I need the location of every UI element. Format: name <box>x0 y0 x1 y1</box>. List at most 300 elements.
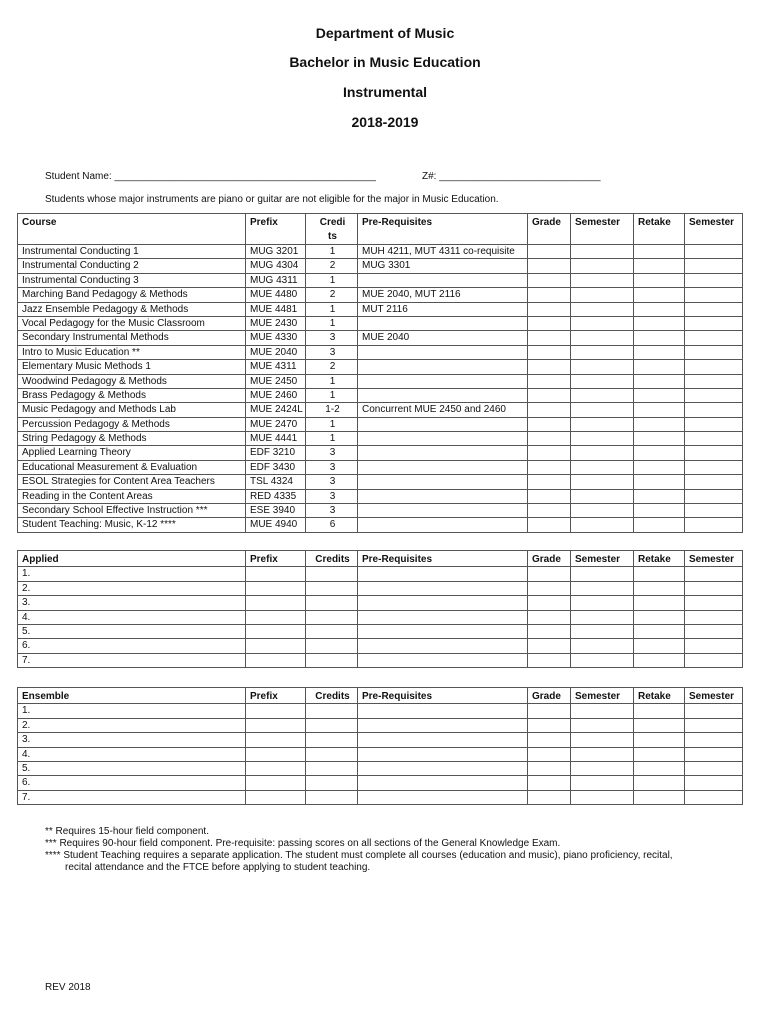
ensemble-credits-cell[interactable] <box>306 718 358 732</box>
course-prefix: MUE 4481 <box>246 302 306 316</box>
applied-credits-cell[interactable] <box>306 653 358 667</box>
course-row <box>18 273 743 287</box>
applied-col-prefix: Prefix <box>246 551 306 567</box>
course-prefix: MUE 4441 <box>246 432 306 446</box>
applied-table <box>17 550 743 668</box>
ensemble-prerequisites-cell[interactable] <box>358 718 528 732</box>
course-row <box>18 417 743 431</box>
course-prerequisites <box>358 460 528 474</box>
applied-row-number[interactable]: 1. <box>18 567 246 581</box>
grade-cell[interactable] <box>528 273 571 287</box>
retake-semester-cell[interactable] <box>685 388 743 402</box>
ensemble-retake-cell[interactable] <box>634 761 685 775</box>
applied-semester-cell[interactable] <box>571 567 634 581</box>
eligibility-note: Students whose major instruments are piano or guitar are not eligible for the major in Music Education. <box>45 194 499 205</box>
applied-grade-cell[interactable] <box>528 610 571 624</box>
course-prefix: MUG 4311 <box>246 273 306 287</box>
course-row <box>18 388 743 402</box>
course-row <box>18 403 743 417</box>
course-name: Jazz Ensemble Pedagogy & Methods <box>18 302 246 316</box>
col-grade: Grade <box>528 214 571 245</box>
semester-cell[interactable] <box>571 360 634 374</box>
col-course: Course <box>18 214 246 245</box>
revision-label: REV 2018 <box>45 982 91 993</box>
applied-prerequisites-cell[interactable] <box>358 639 528 653</box>
retake-cell[interactable] <box>634 331 685 345</box>
ensemble-row <box>18 776 743 790</box>
semester-cell[interactable] <box>571 518 634 532</box>
ensemble-semester-cell[interactable] <box>571 776 634 790</box>
course-name: Educational Measurement & Evaluation <box>18 460 246 474</box>
course-row <box>18 374 743 388</box>
course-prerequisites: Concurrent MUE 2450 and 2460 <box>358 403 528 417</box>
course-prefix: MUE 4330 <box>246 331 306 345</box>
retake-cell[interactable] <box>634 273 685 287</box>
retake-semester-cell[interactable] <box>685 446 743 460</box>
semester-cell[interactable] <box>571 245 634 259</box>
grade-cell[interactable] <box>528 316 571 330</box>
applied-row-number[interactable]: 5. <box>18 624 246 638</box>
retake-semester-cell[interactable] <box>685 403 743 417</box>
ensemble-prefix-cell[interactable] <box>246 747 306 761</box>
applied-prerequisites-cell[interactable] <box>358 596 528 610</box>
retake-cell[interactable] <box>634 446 685 460</box>
ensemble-retake-semester-cell[interactable] <box>685 790 743 804</box>
retake-cell[interactable] <box>634 489 685 503</box>
semester-cell[interactable] <box>571 489 634 503</box>
course-row <box>18 518 743 532</box>
course-prefix: EDF 3430 <box>246 460 306 474</box>
retake-cell[interactable] <box>634 259 685 273</box>
retake-semester-cell[interactable] <box>685 331 743 345</box>
ensemble-col-prefix: Prefix <box>246 688 306 704</box>
ensemble-body <box>18 704 743 805</box>
ensemble-row-number[interactable]: 5. <box>18 761 246 775</box>
ensemble-prerequisites-cell[interactable] <box>358 790 528 804</box>
applied-row-number[interactable]: 7. <box>18 653 246 667</box>
retake-semester-cell[interactable] <box>685 475 743 489</box>
ensemble-prerequisites-cell[interactable] <box>358 761 528 775</box>
grade-cell[interactable] <box>528 460 571 474</box>
semester-cell[interactable] <box>571 475 634 489</box>
retake-cell[interactable] <box>634 316 685 330</box>
ensemble-row <box>18 761 743 775</box>
ensemble-retake-cell[interactable] <box>634 704 685 718</box>
applied-retake-cell[interactable] <box>634 567 685 581</box>
applied-row-number[interactable]: 3. <box>18 596 246 610</box>
course-table <box>17 213 743 533</box>
ensemble-semester-cell[interactable] <box>571 761 634 775</box>
course-name: Elementary Music Methods 1 <box>18 360 246 374</box>
retake-cell[interactable] <box>634 302 685 316</box>
applied-row-number[interactable]: 6. <box>18 639 246 653</box>
ensemble-retake-cell[interactable] <box>634 790 685 804</box>
ensemble-credits-cell[interactable] <box>306 747 358 761</box>
retake-cell[interactable] <box>634 388 685 402</box>
applied-col-semester: Semester <box>571 551 634 567</box>
course-row <box>18 302 743 316</box>
grade-cell[interactable] <box>528 417 571 431</box>
course-row <box>18 259 743 273</box>
applied-grade-cell[interactable] <box>528 596 571 610</box>
applied-semester-cell[interactable] <box>571 653 634 667</box>
course-name: Reading in the Content Areas <box>18 489 246 503</box>
applied-prerequisites-cell[interactable] <box>358 610 528 624</box>
semester-cell[interactable] <box>571 432 634 446</box>
student-name-field[interactable]: Student Name: _______________________________________________ <box>45 171 376 182</box>
course-prerequisites: MUE 2040 <box>358 331 528 345</box>
grade-cell[interactable] <box>528 360 571 374</box>
applied-prefix-cell[interactable] <box>246 567 306 581</box>
course-row <box>18 489 743 503</box>
ensemble-grade-cell[interactable] <box>528 761 571 775</box>
applied-credits-cell[interactable] <box>306 624 358 638</box>
grade-cell[interactable] <box>528 345 571 359</box>
semester-cell[interactable] <box>571 446 634 460</box>
ensemble-retake-semester-cell[interactable] <box>685 718 743 732</box>
ensemble-grade-cell[interactable] <box>528 776 571 790</box>
applied-credits-cell[interactable] <box>306 610 358 624</box>
grade-cell[interactable] <box>528 403 571 417</box>
grade-cell[interactable] <box>528 302 571 316</box>
course-prerequisites <box>358 489 528 503</box>
ensemble-prefix-cell[interactable] <box>246 718 306 732</box>
applied-retake-cell[interactable] <box>634 610 685 624</box>
ensemble-retake-semester-cell[interactable] <box>685 747 743 761</box>
applied-col-prerequisites: Pre-Requisites <box>358 551 528 567</box>
applied-retake-cell[interactable] <box>634 596 685 610</box>
course-name: Percussion Pedagogy & Methods <box>18 417 246 431</box>
applied-retake-semester-cell[interactable] <box>685 653 743 667</box>
ensemble-col-credits: Credits <box>306 688 358 704</box>
semester-cell[interactable] <box>571 302 634 316</box>
retake-semester-cell[interactable] <box>685 316 743 330</box>
retake-semester-cell[interactable] <box>685 374 743 388</box>
applied-row <box>18 653 743 667</box>
applied-prerequisites-cell[interactable] <box>358 624 528 638</box>
footnote-student-teaching: **** Student Teaching requires a separate application. The student must complete all courses (education and music), piano proficiency, recital, <box>45 850 673 861</box>
grade-cell[interactable] <box>528 504 571 518</box>
retake-semester-cell[interactable] <box>685 432 743 446</box>
ensemble-credits-cell[interactable] <box>306 761 358 775</box>
course-credits: 3 <box>306 331 358 345</box>
course-credits: 1 <box>306 302 358 316</box>
col-prerequisites: Pre-Requisites <box>358 214 528 245</box>
applied-row-number[interactable]: 4. <box>18 610 246 624</box>
semester-cell[interactable] <box>571 316 634 330</box>
course-row <box>18 331 743 345</box>
applied-retake-semester-cell[interactable] <box>685 567 743 581</box>
semester-cell[interactable] <box>571 388 634 402</box>
retake-cell[interactable] <box>634 417 685 431</box>
retake-semester-cell[interactable] <box>685 288 743 302</box>
semester-cell[interactable] <box>571 374 634 388</box>
semester-cell[interactable] <box>571 345 634 359</box>
grade-cell[interactable] <box>528 475 571 489</box>
ensemble-grade-cell[interactable] <box>528 747 571 761</box>
ensemble-prefix-cell[interactable] <box>246 790 306 804</box>
course-prefix: MUE 2430 <box>246 316 306 330</box>
semester-cell[interactable] <box>571 403 634 417</box>
ensemble-credits-cell[interactable] <box>306 776 358 790</box>
grade-cell[interactable] <box>528 374 571 388</box>
ensemble-row-number[interactable]: 7. <box>18 790 246 804</box>
ensemble-row <box>18 718 743 732</box>
course-prefix: MUE 2470 <box>246 417 306 431</box>
ensemble-row-number[interactable]: 6. <box>18 776 246 790</box>
applied-prerequisites-cell[interactable] <box>358 653 528 667</box>
footnotes <box>45 826 673 874</box>
retake-cell[interactable] <box>634 518 685 532</box>
applied-credits-cell[interactable] <box>306 567 358 581</box>
course-row <box>18 432 743 446</box>
applied-retake-semester-cell[interactable] <box>685 581 743 595</box>
course-name: Vocal Pedagogy for the Music Classroom <box>18 316 246 330</box>
retake-semester-cell[interactable] <box>685 345 743 359</box>
course-name: Brass Pedagogy & Methods <box>18 388 246 402</box>
footnote-student-teaching-cont: recital attendance and the FTCE before applying to student teaching. <box>65 862 371 873</box>
course-name: Music Pedagogy and Methods Lab <box>18 403 246 417</box>
grade-cell[interactable] <box>528 259 571 273</box>
applied-prefix-cell[interactable] <box>246 639 306 653</box>
course-prerequisites <box>358 504 528 518</box>
applied-prerequisites-cell[interactable] <box>358 581 528 595</box>
ensemble-row <box>18 747 743 761</box>
course-prerequisites <box>358 345 528 359</box>
applied-retake-semester-cell[interactable] <box>685 624 743 638</box>
ensemble-prefix-cell[interactable] <box>246 761 306 775</box>
ensemble-col-retake-semester: Semester <box>685 688 743 704</box>
course-credits: 2 <box>306 259 358 273</box>
course-row <box>18 446 743 460</box>
credits-header-part-a: Credi <box>319 217 346 228</box>
ensemble-retake-cell[interactable] <box>634 733 685 747</box>
course-prefix: EDF 3210 <box>246 446 306 460</box>
course-body <box>18 245 743 533</box>
ensemble-table <box>17 687 743 805</box>
semester-cell[interactable] <box>571 417 634 431</box>
course-credits: 3 <box>306 475 358 489</box>
applied-col-retake-semester: Semester <box>685 551 743 567</box>
applied-row <box>18 624 743 638</box>
course-credits: 3 <box>306 489 358 503</box>
ensemble-credits-cell[interactable] <box>306 704 358 718</box>
course-prefix: MUE 4940 <box>246 518 306 532</box>
retake-cell[interactable] <box>634 403 685 417</box>
applied-body <box>18 567 743 668</box>
ensemble-retake-cell[interactable] <box>634 747 685 761</box>
applied-semester-cell[interactable] <box>571 624 634 638</box>
applied-prefix-cell[interactable] <box>246 596 306 610</box>
col-retake-semester: Semester <box>685 214 743 245</box>
course-prerequisites <box>358 360 528 374</box>
course-row <box>18 504 743 518</box>
applied-grade-cell[interactable] <box>528 639 571 653</box>
course-prerequisites <box>358 518 528 532</box>
course-credits: 1 <box>306 273 358 287</box>
course-prefix: MUE 4311 <box>246 360 306 374</box>
ensemble-prerequisites-cell[interactable] <box>358 704 528 718</box>
grade-cell[interactable] <box>528 489 571 503</box>
retake-cell[interactable] <box>634 345 685 359</box>
course-name: Marching Band Pedagogy & Methods <box>18 288 246 302</box>
z-number-field[interactable]: Z#: _____________________________ <box>422 171 601 182</box>
applied-credits-cell[interactable] <box>306 581 358 595</box>
ensemble-retake-cell[interactable] <box>634 776 685 790</box>
ensemble-semester-cell[interactable] <box>571 718 634 732</box>
course-name: String Pedagogy & Methods <box>18 432 246 446</box>
course-prerequisites: MUT 2116 <box>358 302 528 316</box>
grade-cell[interactable] <box>528 288 571 302</box>
semester-cell[interactable] <box>571 460 634 474</box>
course-name: Instrumental Conducting 1 <box>18 245 246 259</box>
ensemble-col-semester: Semester <box>571 688 634 704</box>
applied-retake-semester-cell[interactable] <box>685 639 743 653</box>
course-credits: 1 <box>306 388 358 402</box>
ensemble-row-number[interactable]: 2. <box>18 718 246 732</box>
retake-cell[interactable] <box>634 245 685 259</box>
ensemble-semester-cell[interactable] <box>571 733 634 747</box>
applied-grade-cell[interactable] <box>528 581 571 595</box>
applied-prerequisites-cell[interactable] <box>358 567 528 581</box>
applied-prefix-cell[interactable] <box>246 610 306 624</box>
course-credits: 3 <box>306 345 358 359</box>
retake-cell[interactable] <box>634 504 685 518</box>
applied-grade-cell[interactable] <box>528 567 571 581</box>
applied-row <box>18 610 743 624</box>
grade-cell[interactable] <box>528 518 571 532</box>
retake-cell[interactable] <box>634 360 685 374</box>
applied-credits-cell[interactable] <box>306 596 358 610</box>
grade-cell[interactable] <box>528 388 571 402</box>
ensemble-prerequisites-cell[interactable] <box>358 776 528 790</box>
applied-retake-cell[interactable] <box>634 624 685 638</box>
ensemble-retake-semester-cell[interactable] <box>685 776 743 790</box>
ensemble-row-number[interactable]: 1. <box>18 704 246 718</box>
grade-cell[interactable] <box>528 331 571 345</box>
applied-grade-cell[interactable] <box>528 624 571 638</box>
semester-cell[interactable] <box>571 273 634 287</box>
ensemble-prerequisites-cell[interactable] <box>358 747 528 761</box>
retake-semester-cell[interactable] <box>685 245 743 259</box>
ensemble-credits-cell[interactable] <box>306 733 358 747</box>
semester-cell[interactable] <box>571 331 634 345</box>
retake-semester-cell[interactable] <box>685 504 743 518</box>
applied-semester-cell[interactable] <box>571 596 634 610</box>
ensemble-grade-cell[interactable] <box>528 718 571 732</box>
retake-cell[interactable] <box>634 288 685 302</box>
ensemble-semester-cell[interactable] <box>571 790 634 804</box>
retake-semester-cell[interactable] <box>685 360 743 374</box>
applied-retake-semester-cell[interactable] <box>685 596 743 610</box>
course-credits: 1 <box>306 245 358 259</box>
applied-semester-cell[interactable] <box>571 581 634 595</box>
retake-semester-cell[interactable] <box>685 460 743 474</box>
semester-cell[interactable] <box>571 259 634 273</box>
applied-retake-cell[interactable] <box>634 639 685 653</box>
ensemble-prerequisites-cell[interactable] <box>358 733 528 747</box>
year-title: 2018-2019 <box>351 114 419 130</box>
retake-cell[interactable] <box>634 374 685 388</box>
course-prefix: MUE 2424L <box>246 403 306 417</box>
applied-prefix-cell[interactable] <box>246 653 306 667</box>
retake-cell[interactable] <box>634 475 685 489</box>
col-credits <box>306 214 358 245</box>
ensemble-grade-cell[interactable] <box>528 733 571 747</box>
retake-semester-cell[interactable] <box>685 489 743 503</box>
applied-prefix-cell[interactable] <box>246 624 306 638</box>
retake-cell[interactable] <box>634 432 685 446</box>
ensemble-retake-semester-cell[interactable] <box>685 704 743 718</box>
applied-retake-cell[interactable] <box>634 653 685 667</box>
applied-semester-cell[interactable] <box>571 610 634 624</box>
ensemble-row <box>18 733 743 747</box>
ensemble-semester-cell[interactable] <box>571 704 634 718</box>
applied-retake-cell[interactable] <box>634 581 685 595</box>
col-semester: Semester <box>571 214 634 245</box>
ensemble-row-number[interactable]: 3. <box>18 733 246 747</box>
applied-semester-cell[interactable] <box>571 639 634 653</box>
ensemble-grade-cell[interactable] <box>528 790 571 804</box>
retake-semester-cell[interactable] <box>685 259 743 273</box>
course-credits: 3 <box>306 504 358 518</box>
ensemble-semester-cell[interactable] <box>571 747 634 761</box>
ensemble-retake-cell[interactable] <box>634 718 685 732</box>
retake-semester-cell[interactable] <box>685 273 743 287</box>
course-row <box>18 475 743 489</box>
retake-cell[interactable] <box>634 460 685 474</box>
credits-header-part-b: ts <box>328 231 337 242</box>
grade-cell[interactable] <box>528 446 571 460</box>
course-prefix: MUG 4304 <box>246 259 306 273</box>
ensemble-prefix-cell[interactable] <box>246 733 306 747</box>
ensemble-retake-semester-cell[interactable] <box>685 733 743 747</box>
course-prefix: TSL 4324 <box>246 475 306 489</box>
course-credits: 1 <box>306 374 358 388</box>
degree-title: Bachelor in Music Education <box>289 54 481 70</box>
ensemble-prefix-cell[interactable] <box>246 776 306 790</box>
course-row <box>18 288 743 302</box>
retake-semester-cell[interactable] <box>685 417 743 431</box>
course-credits: 2 <box>306 288 358 302</box>
semester-cell[interactable] <box>571 504 634 518</box>
ensemble-retake-semester-cell[interactable] <box>685 761 743 775</box>
semester-cell[interactable] <box>571 288 634 302</box>
course-name: Intro to Music Education ** <box>18 345 246 359</box>
course-credits: 1 <box>306 417 358 431</box>
department-title: Department of Music <box>315 25 455 41</box>
course-credits: 3 <box>306 460 358 474</box>
course-name: Instrumental Conducting 2 <box>18 259 246 273</box>
applied-col-credits: Credits <box>306 551 358 567</box>
applied-retake-semester-cell[interactable] <box>685 610 743 624</box>
grade-cell[interactable] <box>528 245 571 259</box>
grade-cell[interactable] <box>528 432 571 446</box>
course-prefix: MUE 2040 <box>246 345 306 359</box>
applied-row-number[interactable]: 2. <box>18 581 246 595</box>
ensemble-grade-cell[interactable] <box>528 704 571 718</box>
course-prefix: RED 4335 <box>246 489 306 503</box>
track-title: Instrumental <box>342 84 427 100</box>
ensemble-credits-cell[interactable] <box>306 790 358 804</box>
applied-prefix-cell[interactable] <box>246 581 306 595</box>
applied-credits-cell[interactable] <box>306 639 358 653</box>
retake-semester-cell[interactable] <box>685 302 743 316</box>
ensemble-row-number[interactable]: 4. <box>18 747 246 761</box>
retake-semester-cell[interactable] <box>685 518 743 532</box>
ensemble-prefix-cell[interactable] <box>246 704 306 718</box>
applied-grade-cell[interactable] <box>528 653 571 667</box>
